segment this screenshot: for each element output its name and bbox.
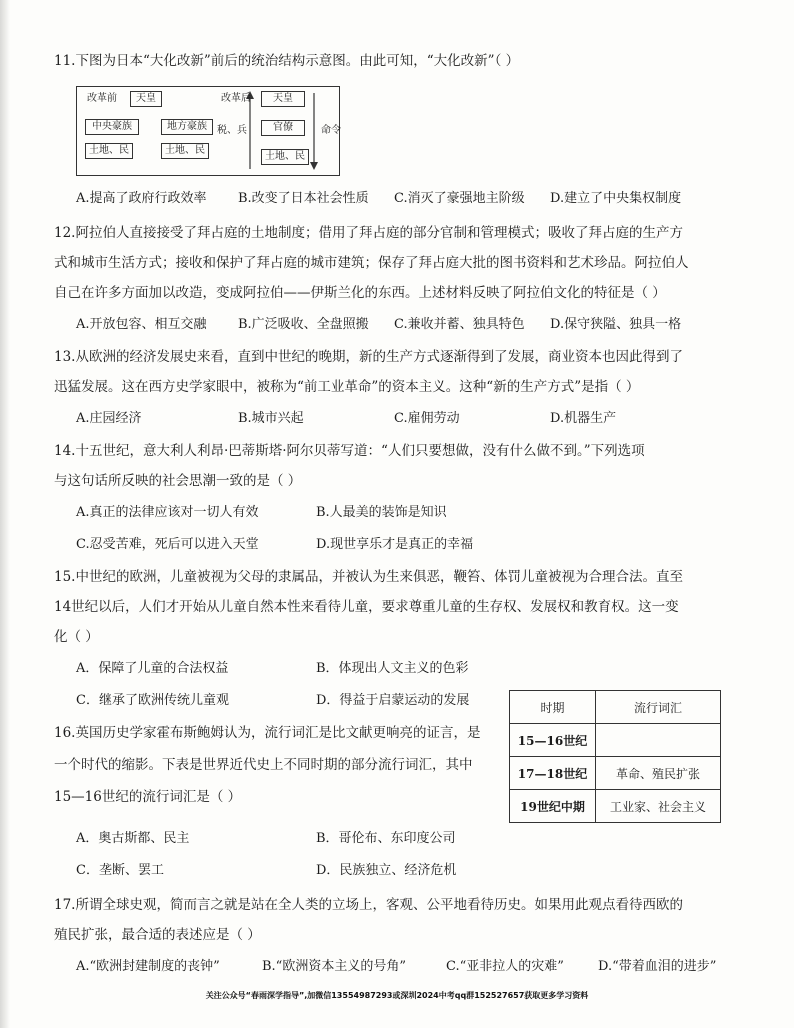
q14-option-b: B.人最美的装饰是知识 xyxy=(316,505,447,520)
q15-line-3: 化（ ） xyxy=(54,629,99,645)
q14-line-1: 14.十五世纪，意大利人利昂·巴蒂斯塔·阿尔贝蒂写道：“人们只要想做，没有什么做不到。”下列选项 xyxy=(54,443,645,459)
q16-option-d: D．民族独立、经济危机 xyxy=(316,863,457,878)
q14-option-c: C.忍受苦难，死后可以进入天堂 xyxy=(76,537,259,552)
table-header-row xyxy=(510,691,721,724)
q16-option-b: B．哥伦布、东印度公司 xyxy=(316,831,456,846)
q16-line-1: 16.英国历史学家霍布斯鲍姆认为，流行词汇是比文献更响亮的证言，是 xyxy=(54,725,481,741)
diagram-after-label: 改革后 xyxy=(221,93,251,104)
q13-option-d: D.机器生产 xyxy=(550,411,617,426)
diagram-tax-troops: 税、兵 xyxy=(217,125,247,136)
q12-line-2: 式和城市生活方式；接收和保护了拜占庭的城市建筑；保存了拜占庭大批的图书资料和艺术珍品。阿拉伯人 xyxy=(54,255,689,271)
q12-option-d: D.保守狭隘、独具一格 xyxy=(550,317,682,332)
diagram-orders: 命令 xyxy=(321,125,341,136)
q12-option-a: A.开放包容、相互交融 xyxy=(76,317,207,332)
q13-option-c: C.雇佣劳动 xyxy=(394,411,460,426)
q16-line-3: 15—16世纪的流行词汇是（ ） xyxy=(54,789,242,805)
q12-option-c: C.兼收并蓄、独具特色 xyxy=(394,317,525,332)
q17-option-d: D.“带着血泪的进步” xyxy=(598,959,717,974)
q16-option-c: C．垄断、罢工 xyxy=(76,863,164,878)
table-cell-words: 工业家、社会主义 xyxy=(596,790,721,823)
q17-option-c: C.“亚非拉人的灾难” xyxy=(446,959,564,974)
q17-line-1: 17.所谓全球史观，简而言之就是站在全人类的立场上，客观、公平地看待历史。如果用此观点看待西欧的 xyxy=(54,897,683,913)
diagram-down-arrow xyxy=(309,91,319,171)
diagram-officials: 官僚 xyxy=(261,120,305,136)
q15-option-a: A．保障了儿童的合法权益 xyxy=(76,661,229,676)
table-row xyxy=(510,724,721,757)
q16-table xyxy=(509,690,721,823)
q17-option-b: B.“欧洲资本主义的号角” xyxy=(262,959,406,974)
table-row xyxy=(510,757,721,790)
q16-line-2: 一个时代的缩影。下表是世界近代史上不同时期的部分流行词汇，其中 xyxy=(54,757,473,773)
q12-line-3: 自己在许多方面加以改造，变成阿拉伯——伊斯兰化的东西。上述材料反映了阿拉伯文化的特征是（ ） xyxy=(54,285,666,301)
q15-option-d: D．得益于启蒙运动的发展 xyxy=(316,693,470,708)
table-header-period: 时期 xyxy=(510,691,596,724)
diagram-local-clan: 地方豪族 xyxy=(161,119,213,135)
q13-line-1: 13.从欧洲的经济发展史来看，直到中世纪的晚期，新的生产方式逐渐得到了发展，商业资本也因此得到了 xyxy=(54,349,683,365)
table-cell-period: 15—16世纪 xyxy=(510,724,596,757)
diagram-land-people-2: 土地、民 xyxy=(161,143,209,159)
q14-line-2: 与这句话所反映的社会思潮一致的是（ ） xyxy=(54,473,302,489)
q11-option-c: C.消灭了豪强地主阶级 xyxy=(394,191,525,206)
q12-option-b: B.广泛吸收、全盘照搬 xyxy=(238,317,369,332)
q11-option-b: B.改变了日本社会性质 xyxy=(238,191,369,206)
table-cell-period: 17—18世纪 xyxy=(510,757,596,790)
table-cell-period: 19世纪中期 xyxy=(510,790,596,823)
diagram-before-label: 改革前 xyxy=(87,93,117,104)
q11-diagram xyxy=(76,86,340,176)
q17-option-a: A.“欧洲封建制度的丧钟” xyxy=(76,959,220,974)
q15-option-c: C．继承了欧洲传统儿童观 xyxy=(76,693,229,708)
q13-option-a: A.庄园经济 xyxy=(76,411,142,426)
q11-option-d: D.建立了中央集权制度 xyxy=(550,191,682,206)
diagram-land-people-1: 土地、民 xyxy=(85,143,133,159)
q13-option-b: B.城市兴起 xyxy=(238,411,304,426)
table-row xyxy=(510,790,721,823)
q14-option-d: D.现世享乐才是真正的幸福 xyxy=(316,537,474,552)
q13-line-2: 迅猛发展。这在西方史学家眼中，被称为“前工业革命”的资本主义。这种“新的生产方式”是指（ ） xyxy=(54,379,640,395)
table-cell-words: 革命、殖民扩张 xyxy=(596,757,721,790)
scan-edge-shadow xyxy=(0,0,10,1028)
q15-option-b: B．体现出人文主义的色彩 xyxy=(316,661,469,676)
table-cell-words xyxy=(596,724,721,757)
q14-option-a: A.真正的法律应该对一切人有效 xyxy=(76,505,259,520)
q16-option-a: A．奥古斯都、民主 xyxy=(76,831,190,846)
diagram-emperor-after: 天皇 xyxy=(261,91,305,107)
diagram-land-people-3: 土地、民 xyxy=(261,149,309,165)
q15-line-2: 14世纪以后，人们才开始从儿童自然本性来看待儿童，要求尊重儿童的生存权、发展权和教育权。这一变 xyxy=(54,599,679,615)
table-header-words: 流行词汇 xyxy=(596,691,721,724)
q15-line-1: 15.中世纪的欧洲，儿童被视为父母的隶属品，并被认为生来俱恶，鞭笞、体罚儿童被视为合理合法。直至 xyxy=(54,569,683,585)
q17-line-2: 殖民扩张，最合适的表述应是（ ） xyxy=(54,927,261,943)
q11-option-a: A.提高了政府行政效率 xyxy=(76,191,207,206)
q11-stem: 11.下图为日本“大化改新”前后的统治结构示意图。由此可知，“大化改新”（ ） xyxy=(54,53,520,69)
diagram-emperor-before: 天皇 xyxy=(130,91,162,107)
diagram-central-clan: 中央豪族 xyxy=(85,119,139,135)
footer-note: 关注公众号“春雨深学指导”,加微信13554987293或深圳2024中考qq群152527657获取更多学习资料 xyxy=(205,991,589,1000)
q12-line-1: 12.阿拉伯人直接接受了拜占庭的土地制度；借用了拜占庭的部分官制和管理模式；吸收了拜占庭的生产方 xyxy=(54,225,683,241)
